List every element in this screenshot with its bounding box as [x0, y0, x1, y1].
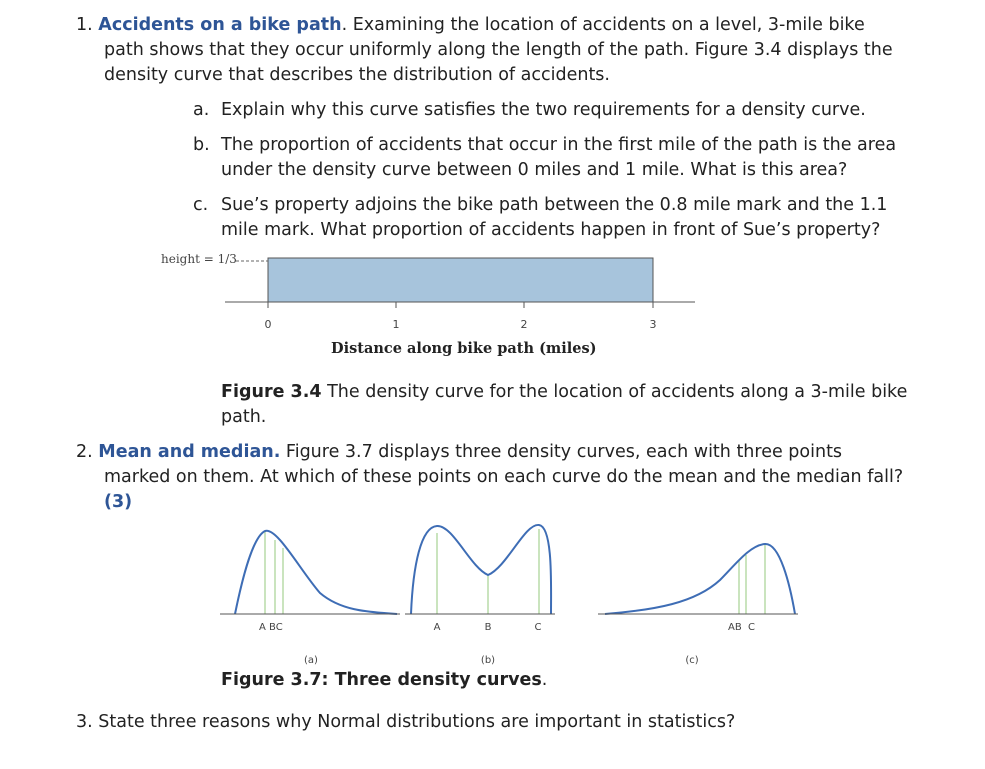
- tick-label-0: 0: [264, 318, 272, 331]
- q3-number: 3.: [76, 712, 93, 732]
- fig34-caption-text: The density curve for the location of accidents along a 3-mile bike: [321, 382, 908, 402]
- curve-b-point-a: A: [433, 622, 441, 633]
- figure-3-7: [215, 515, 815, 675]
- q1-text-1: . Examining the location of accidents on a level, 3-mile bike: [341, 15, 865, 35]
- fig37-caption-text: Figure 3.7: Three density curves: [221, 670, 542, 690]
- q2-title: Mean and median.: [98, 442, 281, 462]
- curve-b-point-c: C: [534, 622, 542, 633]
- curve-a-group: [220, 531, 400, 666]
- q1c-letter: c.: [193, 195, 209, 215]
- panel-a-label: (a): [304, 655, 318, 666]
- x-axis-label: Distance along bike path (miles): [331, 340, 597, 357]
- curve-c: [605, 544, 795, 614]
- q2-line-1: [76, 440, 842, 465]
- curve-a-point-labels: A BC: [259, 622, 283, 633]
- fig37-caption: [221, 668, 547, 693]
- fig34-caption-line-2: path.: [221, 407, 267, 427]
- fig34-caption-label: Figure 3.4: [221, 382, 322, 402]
- q1-line-2: path shows that they occur uniformly along the length of the path. Figure 3.4 displays the: [104, 40, 893, 60]
- curve-b-group: [405, 525, 555, 666]
- curve-a: [235, 531, 397, 614]
- tick-label-1: 1: [392, 318, 400, 331]
- tick-label-3: 3: [649, 318, 657, 331]
- curve-b-point-b: B: [484, 622, 492, 633]
- fig34-caption-line-1: [221, 380, 907, 405]
- q1b-line-2: under the density curve between 0 miles and 1 mile. What is this area?: [221, 160, 848, 180]
- height-label: height = 1/3: [161, 252, 237, 266]
- q2-line-2: marked on them. At which of these points on each curve do the mean and the median fall?: [104, 467, 904, 487]
- panel-c-label: (c): [685, 655, 699, 666]
- q1a-text: Explain why this curve satisfies the two requirements for a density curve.: [221, 100, 866, 120]
- q1-title: Accidents on a bike path: [98, 15, 342, 35]
- q1c-line-1: Sue’s property adjoins the bike path between the 0.8 mile mark and the 1.1: [221, 195, 888, 215]
- q2-text-1: Figure 3.7 displays three density curves, each with three points: [280, 442, 843, 462]
- tick-label-2: 2: [520, 318, 528, 331]
- q3-line: [76, 710, 735, 735]
- q2-number: 2.: [76, 442, 93, 462]
- q1b-letter: b.: [193, 135, 210, 155]
- q3-text: State three reasons why Normal distributions are important in statistics?: [98, 712, 736, 732]
- panel-b-label: (b): [480, 655, 496, 666]
- q1c-line-2: mile mark. What proportion of accidents happen in front of Sue’s property?: [221, 220, 881, 240]
- curve-c-point-labels: AB C: [728, 622, 756, 633]
- q1b-line-1: The proportion of accidents that occur in the first mile of the path is the area: [221, 135, 897, 155]
- q1a-letter: a.: [193, 100, 210, 120]
- q2-marks: (3): [104, 492, 133, 512]
- density-rectangle: [268, 258, 653, 302]
- curve-c-group: [598, 544, 798, 666]
- q1-number: 1.: [76, 15, 93, 35]
- q1-line-3: density curve that describes the distribution of accidents.: [104, 65, 610, 85]
- curve-b: [411, 525, 551, 614]
- fig37-caption-period: .: [541, 670, 548, 690]
- q1-line-1: [76, 13, 865, 38]
